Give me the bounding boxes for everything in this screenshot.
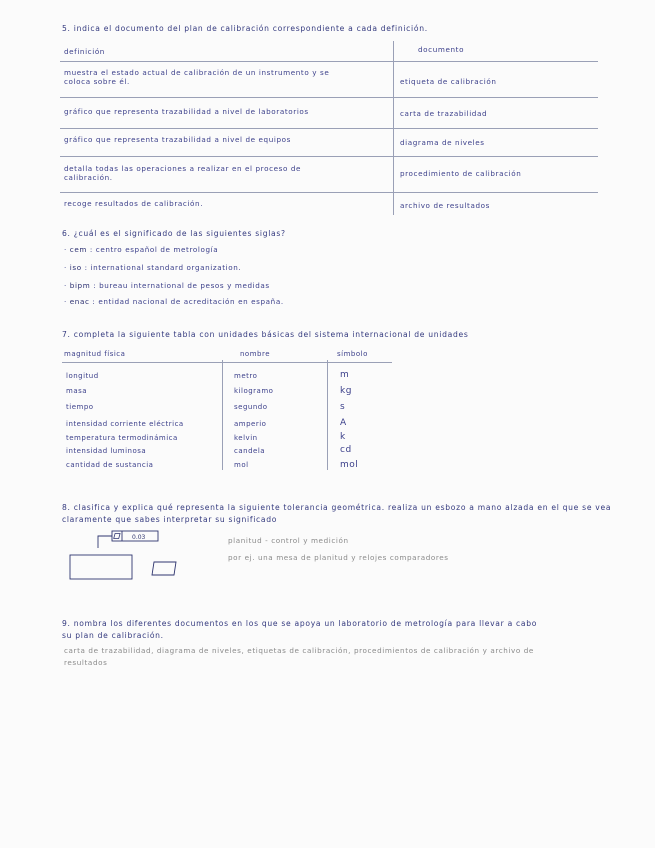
q9-title: 9. nombra los diferentes documentos en los que se apoya un laboratorio de metrología para llevar a cabo su plan de calibración. (62, 619, 538, 640)
q7-cell-magnitude: cantidad de sustancia (66, 461, 154, 469)
q7-cell-symbol: A (340, 418, 347, 428)
flatness-symbol-icon (114, 534, 120, 539)
q7-cell-symbol: cd (340, 445, 352, 455)
q6-meaning: : international standard organization. (84, 263, 242, 272)
q5-row-definition: detalla todas las operaciones a realizar en el proceso de calibración. (64, 164, 302, 182)
q5-table (60, 41, 598, 215)
q5-row-document: diagrama de niveles (400, 138, 485, 147)
q5-row (60, 98, 598, 129)
q6-item: · bipm : bureau international de pesos y medidas (64, 281, 270, 290)
q5-row-document: carta de trazabilidad (400, 109, 488, 118)
q5-row-definition: recoge resultados de calibración. (64, 199, 204, 208)
q7-header-magnitude: magnitud física (64, 350, 126, 358)
q6-abbr: bipm (69, 281, 91, 290)
q7-header-symbol: símbolo (337, 350, 368, 358)
q5-table-header (60, 41, 598, 62)
q6-item: · iso : international standard organization. (64, 263, 242, 272)
q6-meaning: : bureau international de pesos y medidas (93, 281, 270, 290)
q7-cell-symbol: mol (340, 460, 359, 470)
q5-header-definition: definición (64, 47, 105, 56)
q7-cell-magnitude: temperatura termodinámica (66, 434, 178, 442)
part-sketch (70, 555, 132, 579)
surface-sketch (152, 562, 176, 575)
q5-row-definition: gráfico que representa trazabilidad a nivel de equipos (64, 135, 291, 144)
q7-title: 7. completa la siguiente tabla con unidades básicas del sistema internacional de unidades (62, 330, 469, 339)
q5-header-document: documento (418, 45, 465, 54)
q5-row-definition: muestra el estado actual de calibración de un instrumento y se coloca sobre él. (64, 68, 330, 86)
q7-cell-name: candela (234, 447, 266, 455)
q7-cell-magnitude: tiempo (66, 403, 94, 411)
q6-meaning: : entidad nacional de acreditación en españa. (92, 297, 284, 306)
tolerance-value: 0.03 (132, 534, 146, 541)
q7-cell-symbol: k (340, 432, 346, 442)
q5-row (60, 193, 598, 215)
q5-title: 5. indica el documento del plan de calibración correspondiente a cada definición. (62, 24, 428, 33)
q5-row-document: etiqueta de calibración (400, 77, 497, 86)
q7-table (62, 348, 392, 473)
q7-cell-name: mol (234, 461, 249, 469)
q8-title: 8. clasifica y explica qué representa la siguiente tolerancia geométrica. realiza un esbozo a mano alzada en el que se vea claramente que sabes interpretar su significado (62, 503, 612, 524)
q7-cell-name: metro (234, 372, 258, 380)
q8-answer-line2: por ej. una mesa de planitud y relojes comparadores (228, 553, 449, 562)
q6-item: · enac : entidad nacional de acreditación en españa. (64, 297, 284, 306)
q7-header-name: nombre (240, 350, 271, 358)
q7-cell-magnitude: longitud (66, 372, 99, 380)
q7-cell-name: kelvin (234, 434, 258, 442)
q5-row-document: archivo de resultados (400, 201, 490, 210)
tolerance-sketch (66, 530, 182, 586)
q5-row (60, 129, 598, 157)
q7-cell-symbol: kg (340, 386, 352, 396)
q7-cell-magnitude: masa (66, 387, 88, 395)
q6-title: 6. ¿cuál es el significado de las siguientes siglas? (62, 229, 286, 238)
q7-table-header (62, 348, 392, 363)
q5-row-document: procedimiento de calibración (400, 169, 522, 178)
q8-answer-line1: planitud - control y medición (228, 536, 349, 545)
q6-abbr: iso (69, 263, 82, 272)
q5-row (60, 157, 598, 193)
q7-cell-symbol: m (340, 370, 350, 380)
q6-abbr: enac (69, 297, 90, 306)
q6-item: · cem : centro español de metrología (64, 245, 219, 254)
q7-cell-magnitude: intensidad luminosa (66, 447, 147, 455)
q7-cell-name: kilogramo (234, 387, 274, 395)
q5-row-definition: gráfico que representa trazabilidad a nivel de laboratorios (64, 107, 309, 116)
q7-cell-name: amperio (234, 420, 267, 428)
q7-cell-name: segundo (234, 403, 268, 411)
q7-cell-symbol: s (340, 402, 346, 412)
q6-abbr: cem (69, 245, 87, 254)
q7-cell-magnitude: intensidad corriente eléctrica (66, 420, 184, 428)
q9-answer: carta de trazabilidad, diagrama de niveles, etiquetas de calibración, procedimientos de calibración y archivo de resultados (64, 646, 534, 667)
q5-row (60, 62, 598, 98)
q6-meaning: : centro español de metrología (89, 245, 219, 254)
